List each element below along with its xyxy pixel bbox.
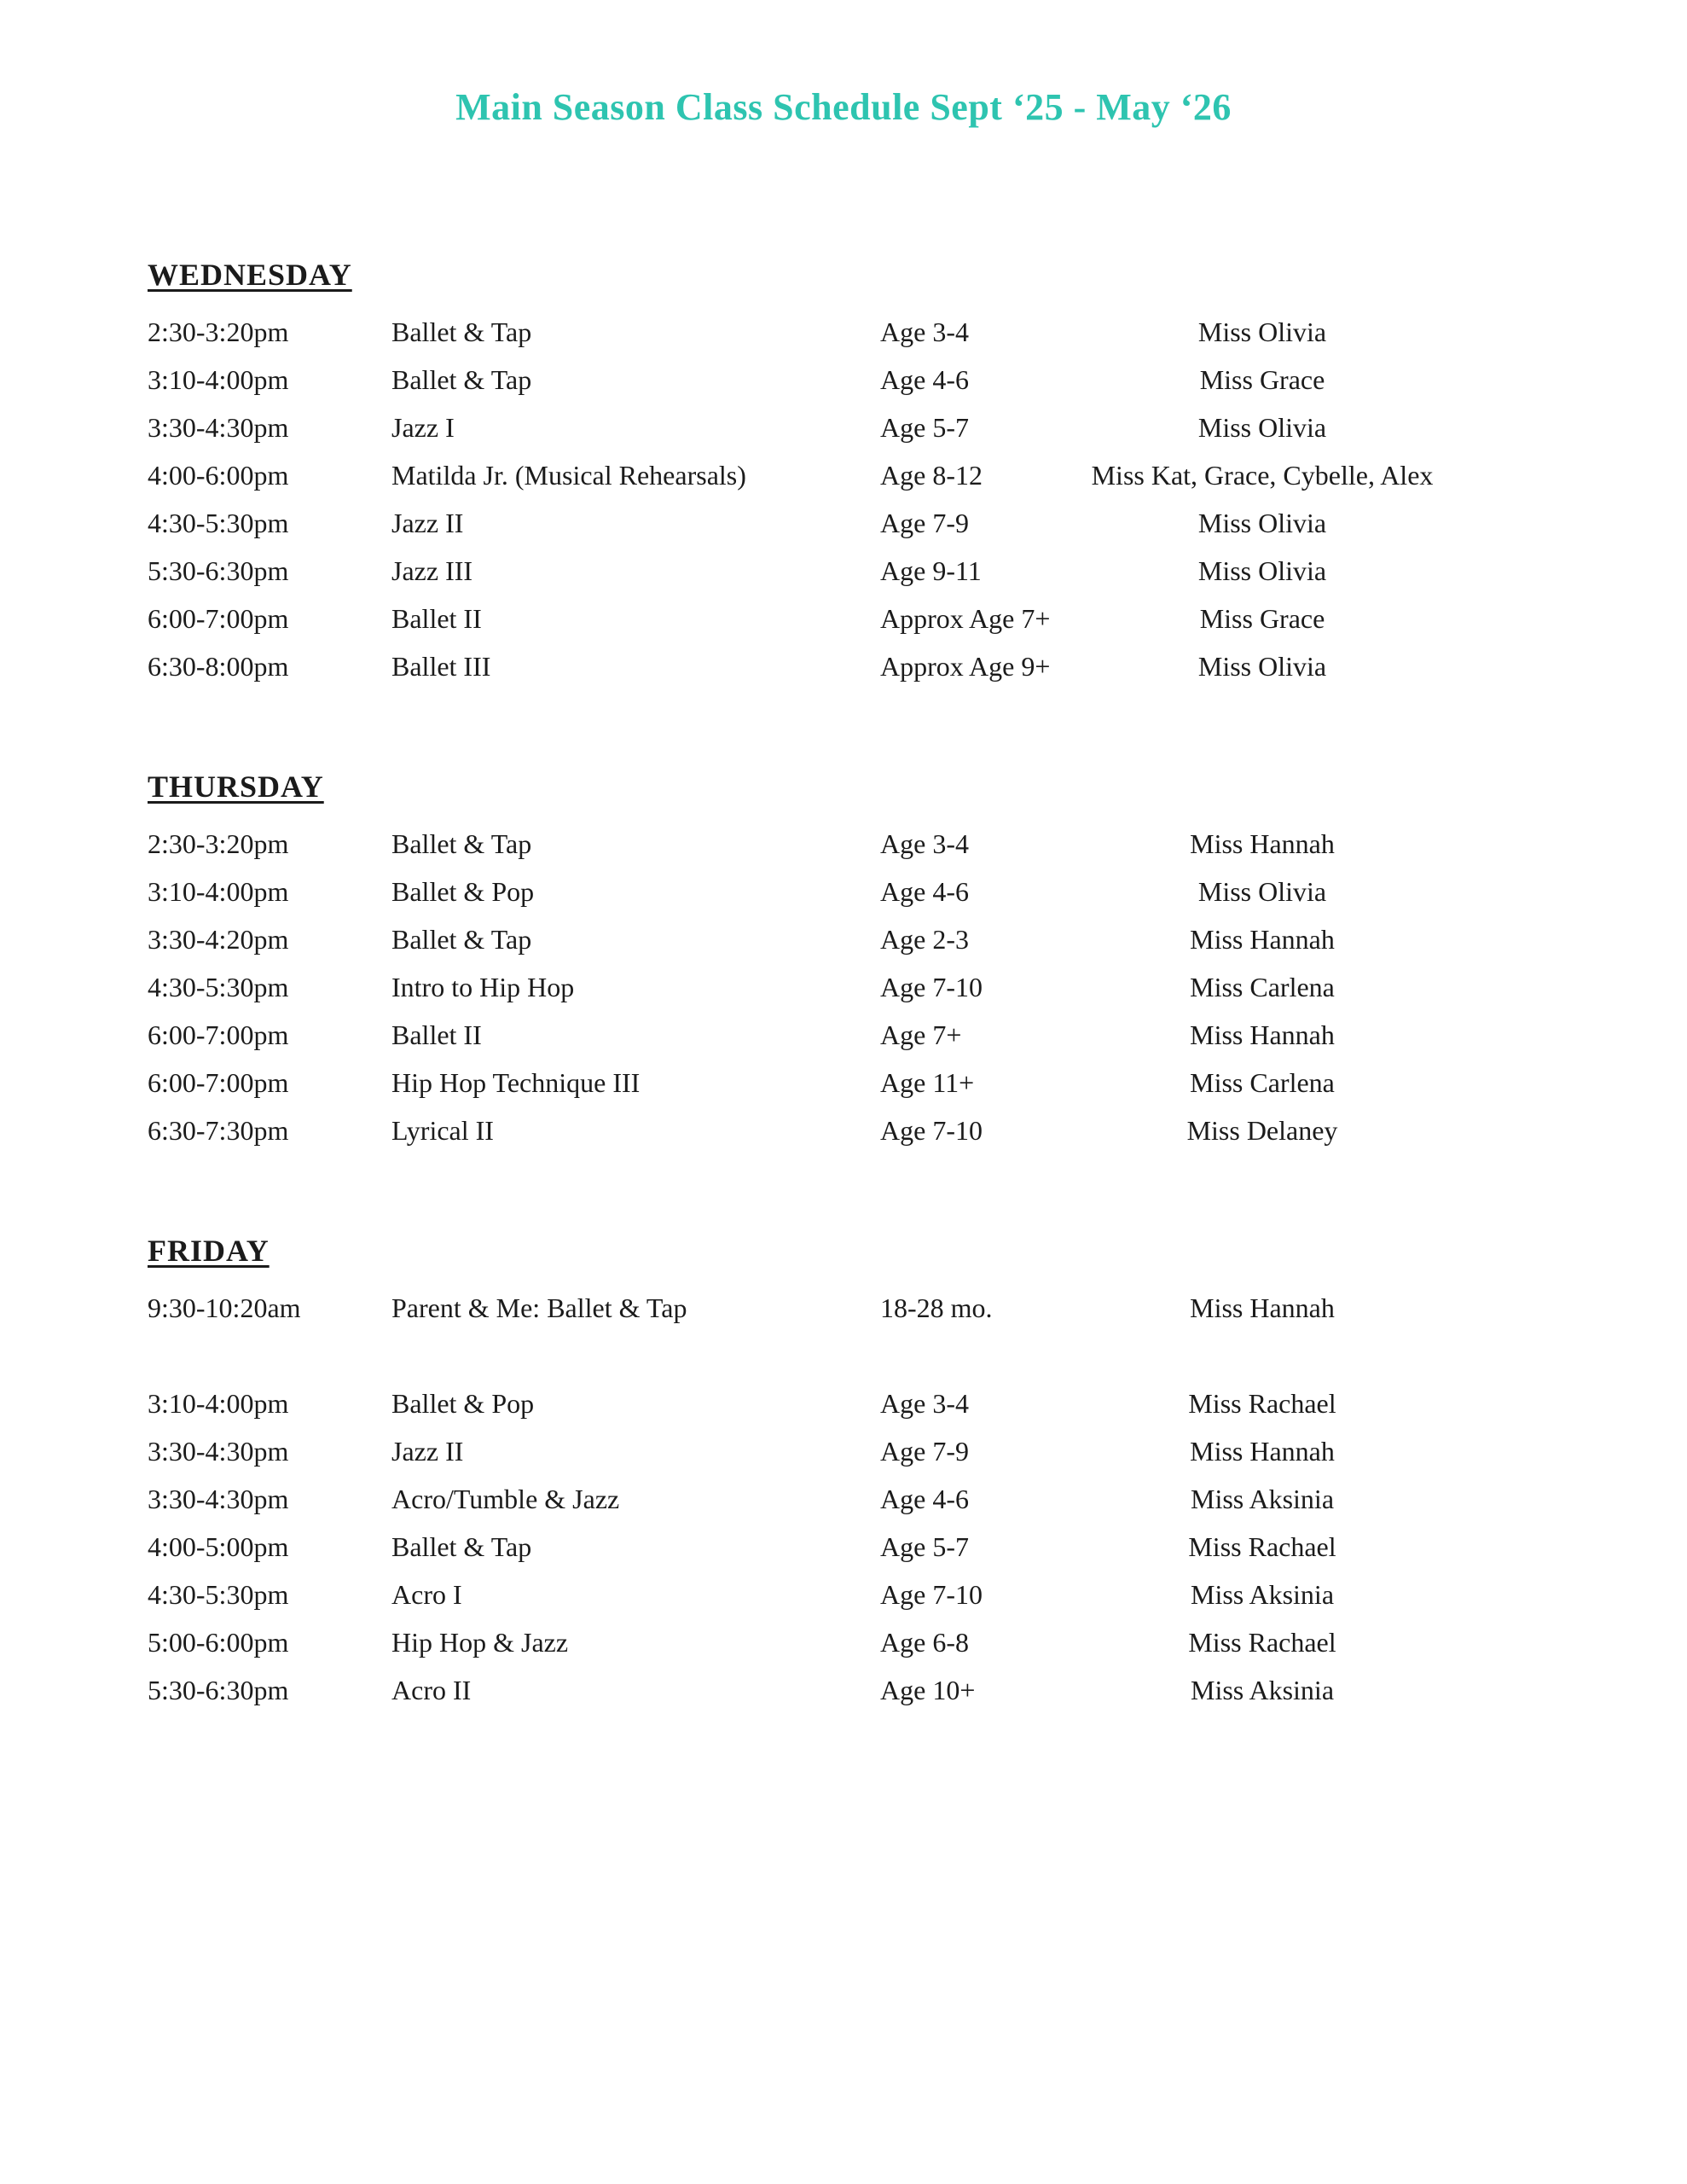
table-row	[148, 820, 1585, 868]
teacher-cell: Miss Olivia	[1197, 876, 1327, 907]
teacher-cell: Miss Hannah	[1190, 924, 1335, 955]
table-row	[148, 915, 1585, 963]
table-row	[148, 868, 1585, 915]
table-row	[148, 1107, 1585, 1154]
day-heading: THURSDAY	[148, 770, 324, 804]
age-cell: Age 7-10	[880, 972, 983, 1002]
class-cell: Ballet & Pop	[391, 876, 535, 907]
time-cell: 4:30-5:30pm	[148, 508, 289, 538]
class-cell: Acro II	[391, 1675, 472, 1705]
teacher-cell: Miss Rachael	[1188, 1627, 1336, 1658]
page-title: Main Season Class Schedule Sept ‘25 - May ‘26	[455, 86, 1232, 128]
table-row	[148, 404, 1585, 451]
table-row	[148, 1059, 1585, 1107]
class-cell: Acro/Tumble & Jazz	[391, 1484, 620, 1514]
class-cell: Parent & Me: Ballet & Tap	[391, 1292, 687, 1323]
class-cell: Ballet & Pop	[391, 1388, 535, 1419]
table-row	[148, 963, 1585, 1011]
time-cell: 5:00-6:00pm	[148, 1627, 289, 1658]
class-cell: Hip Hop Technique III	[391, 1067, 641, 1098]
day-section	[148, 257, 1585, 690]
time-cell: 4:30-5:30pm	[148, 1579, 289, 1610]
age-cell: Age 8-12	[880, 460, 983, 491]
time-cell: 5:30-6:30pm	[148, 1675, 289, 1705]
table-row	[148, 1011, 1585, 1059]
class-cell: Ballet & Tap	[391, 364, 532, 395]
age-cell: Age 4-6	[880, 1484, 969, 1514]
teacher-cell: Miss Hannah	[1190, 1436, 1335, 1467]
teacher-cell: Miss Grace	[1199, 364, 1325, 395]
teacher-cell: Miss Olivia	[1197, 412, 1327, 443]
time-cell: 6:00-7:00pm	[148, 1067, 289, 1098]
day-section	[148, 1233, 1585, 1714]
table-row	[148, 1284, 1585, 1332]
age-cell: Age 10+	[880, 1675, 976, 1705]
time-cell: 4:00-5:00pm	[148, 1531, 289, 1562]
time-cell: 3:30-4:30pm	[148, 412, 289, 443]
time-cell: 3:30-4:30pm	[148, 1436, 289, 1467]
time-cell: 2:30-3:20pm	[148, 828, 289, 859]
class-cell: Intro to Hip Hop	[391, 972, 575, 1002]
teacher-cell: Miss Olivia	[1197, 317, 1327, 347]
age-cell: Approx Age 9+	[880, 651, 1051, 682]
table-row	[148, 1427, 1585, 1475]
time-cell: 9:30-10:20am	[148, 1292, 301, 1323]
teacher-cell: Miss Hannah	[1190, 828, 1335, 859]
age-cell: 18-28 mo.	[880, 1292, 993, 1323]
class-cell: Acro I	[391, 1579, 462, 1610]
class-cell: Jazz II	[391, 508, 464, 538]
age-cell: Age 4-6	[880, 876, 969, 907]
table-row	[148, 642, 1585, 690]
time-cell: 6:00-7:00pm	[148, 1019, 289, 1050]
table-row	[148, 499, 1585, 547]
time-cell: 2:30-3:20pm	[148, 317, 289, 347]
time-cell: 3:10-4:00pm	[148, 876, 289, 907]
table-row	[148, 1666, 1585, 1714]
day-heading: FRIDAY	[148, 1234, 270, 1268]
table-row	[148, 1571, 1585, 1618]
class-cell: Hip Hop & Jazz	[391, 1627, 569, 1658]
class-cell: Ballet & Tap	[391, 828, 532, 859]
age-cell: Age 7-9	[880, 1436, 969, 1467]
time-cell: 3:30-4:20pm	[148, 924, 289, 955]
class-cell: Jazz II	[391, 1436, 464, 1467]
time-cell: 5:30-6:30pm	[148, 555, 289, 586]
table-row	[148, 451, 1585, 499]
day-section	[148, 769, 1585, 1154]
teacher-cell: Miss Aksinia	[1190, 1484, 1335, 1514]
teacher-cell: Miss Hannah	[1190, 1019, 1335, 1050]
teacher-cell: Miss Carlena	[1190, 1067, 1335, 1098]
teacher-cell: Miss Hannah	[1190, 1292, 1335, 1323]
class-cell: Ballet II	[391, 603, 482, 634]
table-row	[148, 1523, 1585, 1571]
age-cell: Age 3-4	[880, 828, 969, 859]
age-cell: Age 3-4	[880, 317, 969, 347]
age-cell: Age 7-9	[880, 508, 969, 538]
class-cell: Ballet & Tap	[391, 317, 532, 347]
teacher-cell: Miss Olivia	[1197, 508, 1327, 538]
time-cell: 4:00-6:00pm	[148, 460, 289, 491]
age-cell: Age 11+	[880, 1067, 975, 1098]
teacher-cell: Miss Delaney	[1186, 1115, 1338, 1146]
day-heading: WEDNESDAY	[148, 258, 352, 292]
table-row	[148, 356, 1585, 404]
table-row	[148, 1618, 1585, 1666]
time-cell: 6:00-7:00pm	[148, 603, 289, 634]
time-cell: 3:30-4:30pm	[148, 1484, 289, 1514]
teacher-cell: Miss Aksinia	[1190, 1579, 1335, 1610]
table-row	[148, 547, 1585, 595]
table-row	[148, 308, 1585, 356]
teacher-cell: Miss Grace	[1199, 603, 1325, 634]
age-cell: Age 9-11	[880, 555, 982, 586]
time-cell: 4:30-5:30pm	[148, 972, 289, 1002]
class-cell: Ballet II	[391, 1019, 482, 1050]
table-row	[148, 1380, 1585, 1427]
time-cell: 6:30-7:30pm	[148, 1115, 289, 1146]
class-cell: Ballet & Tap	[391, 1531, 532, 1562]
class-cell: Ballet III	[391, 651, 491, 682]
class-cell: Matilda Jr. (Musical Rehearsals)	[391, 460, 746, 491]
table-row	[148, 1475, 1585, 1523]
teacher-cell: Miss Aksinia	[1190, 1675, 1335, 1705]
age-cell: Age 5-7	[880, 1531, 969, 1562]
time-cell: 3:10-4:00pm	[148, 364, 289, 395]
age-cell: Age 4-6	[880, 364, 969, 395]
teacher-cell: Miss Olivia	[1197, 651, 1327, 682]
schedule-sections	[148, 257, 1585, 1714]
age-cell: Age 6-8	[880, 1627, 969, 1658]
class-cell: Jazz III	[391, 555, 473, 586]
age-cell: Age 2-3	[880, 924, 969, 955]
time-cell: 3:10-4:00pm	[148, 1388, 289, 1419]
teacher-cell: Miss Rachael	[1188, 1388, 1336, 1419]
teacher-cell: Miss Kat, Grace, Cybelle, Alex	[1091, 460, 1434, 491]
age-cell: Age 3-4	[880, 1388, 969, 1419]
table-row	[148, 595, 1585, 642]
teacher-cell: Miss Rachael	[1188, 1531, 1336, 1562]
teacher-cell: Miss Carlena	[1190, 972, 1335, 1002]
age-cell: Age 5-7	[880, 412, 969, 443]
teacher-cell: Miss Olivia	[1197, 555, 1327, 586]
age-cell: Approx Age 7+	[880, 603, 1051, 634]
age-cell: Age 7+	[880, 1019, 962, 1050]
time-cell: 6:30-8:00pm	[148, 651, 289, 682]
age-cell: Age 7-10	[880, 1115, 983, 1146]
class-cell: Lyrical II	[391, 1115, 494, 1146]
class-cell: Jazz I	[391, 412, 455, 443]
class-cell: Ballet & Tap	[391, 924, 532, 955]
age-cell: Age 7-10	[880, 1579, 983, 1610]
